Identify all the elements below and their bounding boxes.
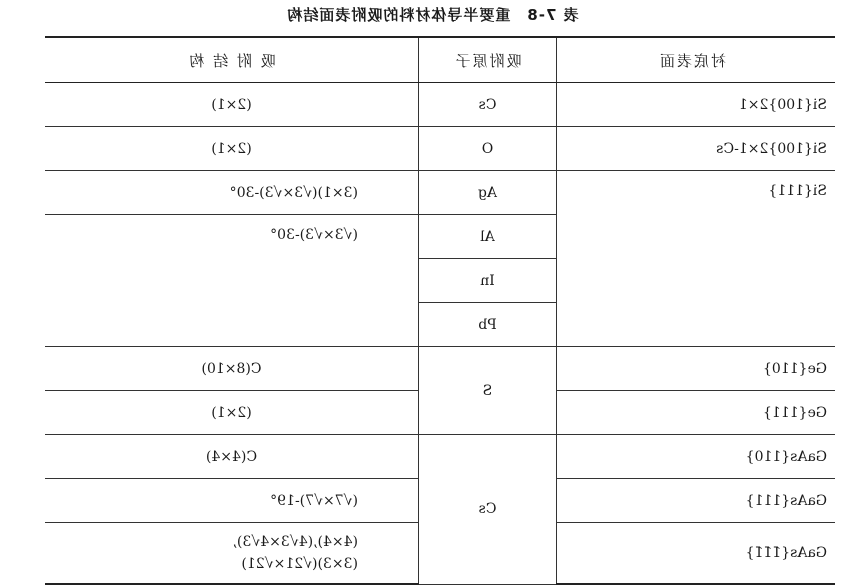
- cell-surface: Ge{111}: [557, 391, 836, 435]
- structure-text: (√3×√3)-30°: [270, 227, 358, 243]
- cell-structure: [45, 171, 419, 215]
- table-row: [45, 435, 835, 479]
- table-row: [45, 171, 835, 215]
- structure-text: (2×1): [211, 404, 252, 421]
- cell-structure: [45, 479, 419, 523]
- structure-text: (√7×√7)-19°: [270, 492, 358, 509]
- structure-text: C(4×4): [205, 448, 258, 465]
- cell-adsorbate: In: [419, 259, 557, 303]
- header-structure: 吸 附 结 构: [45, 37, 419, 83]
- structure-text: (4×4),(4√3×4√3),: [232, 534, 358, 550]
- header-row: [45, 37, 835, 83]
- cell-surface: GaAs{110}: [557, 435, 836, 479]
- cell-adsorbate: Pb: [419, 303, 557, 347]
- cell-structure: [45, 127, 419, 171]
- cell-structure: [45, 391, 419, 435]
- structure-text-line2: (3×3)(√21×√21): [241, 556, 358, 572]
- structure-text: (2×1): [211, 96, 252, 113]
- cell-surface: GaAs{111}: [557, 479, 836, 523]
- cell-adsorbate: O: [419, 127, 557, 171]
- cell-structure: [45, 215, 419, 347]
- cell-surface: Si{111}: [557, 171, 836, 347]
- header-surface: 衬底表面: [557, 37, 836, 83]
- table-wrapper: [55, 36, 835, 576]
- structure-text: (2×1): [211, 140, 252, 157]
- cell-structure: [45, 523, 419, 585]
- structure-text: (3×1)(√3×√3)-30°: [229, 184, 358, 201]
- cell-surface: Si{100}2×1: [557, 83, 836, 127]
- header-adsorbate: 吸附原子: [419, 37, 557, 83]
- cell-surface: Si{100}2×1-Cs: [557, 127, 836, 171]
- cell-adsorbate: Cs: [419, 83, 557, 127]
- cell-adsorbate: Ag: [419, 171, 557, 215]
- cell-structure: [45, 83, 419, 127]
- cell-surface: Ge{110}: [557, 347, 836, 391]
- table-row: [45, 347, 835, 391]
- table-caption: 表 7-8 重要半导体材料的吸附表面结构: [286, 6, 579, 24]
- structure-text: C(8×10): [201, 360, 262, 377]
- cell-adsorbate: S: [419, 347, 557, 435]
- cell-structure: [45, 347, 419, 391]
- adsorption-table: [45, 36, 835, 585]
- cell-adsorbate: Cs: [419, 435, 557, 585]
- cell-structure: [45, 435, 419, 479]
- table-row: [45, 83, 835, 127]
- table-row: [45, 127, 835, 171]
- cell-adsorbate: Al: [419, 215, 557, 259]
- cell-surface: GaAs{1̄1̄1̄}: [557, 523, 836, 585]
